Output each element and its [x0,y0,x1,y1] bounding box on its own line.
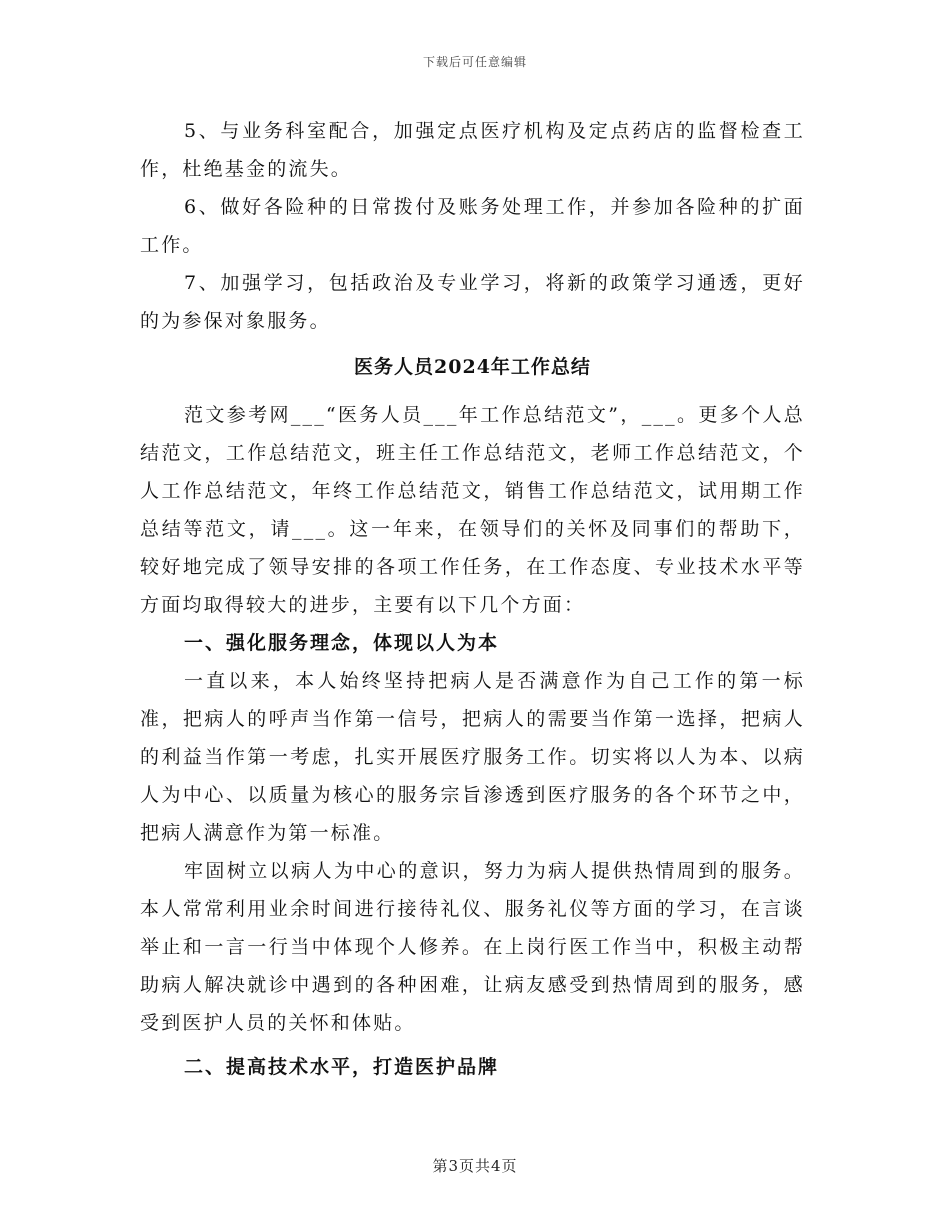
document-body [140,112,805,1086]
section-1-paragraph-2: 牢固树立以病人为中心的意识，努力为病人提供热情周到的服务。本人常常利用业余时间进行接待礼仪、服务礼仪等方面的学习，在言谈举止和一言一行当中体现个人修养。在上岗行医工作当中，积极主动帮助病人解决就诊中遇到的各种困难，让病友感受到热情周到的服务，感受到医护人员的关怀和体贴。 [140,860,805,1034]
list-item-6: 6、做好各险种的日常拨付及账务处理工作，并参加各险种的扩面工作。 [140,196,805,256]
list-item-7: 7、加强学习，包括政治及专业学习，将新的政策学习通透，更好的为参保对象服务。 [140,272,805,332]
page-header-note: 下载后可任意编辑 [422,55,527,69]
list-item-5: 5、与业务科室配合，加强定点医疗机构及定点药店的监督检查工作，杜绝基金的流失。 [140,120,805,180]
section-2-heading: 二、提高技术水平，打造医护品牌 [184,1056,500,1078]
page-number: 第3页共4页 [432,1157,518,1175]
section-1-heading: 一、强化服务理念，体现以人为本 [184,632,500,654]
section-1-paragraph-1: 一直以来，本人始终坚持把病人是否满意作为自己工作的第一标准，把病人的呼声当作第一信号，把病人的需要当作第一选择，把病人的利益当作第一考虑，扎实开展医疗服务工作。切实将以人为本、以病人为中心、以质量为核心的服务宗旨渗透到医疗服务的各个环节之中，把病人满意作为第一标准。 [140,670,805,844]
intro-paragraph: 范文参考网___“医务人员___年工作总结范文”，___。更多个人总结范文，工作总结范文，班主任工作总结范文，老师工作总结范文，个人工作总结范文，年终工作总结范文，销售工作总结范文，试用期工作总结等范文，请___。这一年来，在领导们的关怀及同事们的帮助下，较好地完成了领导安排的各项工作任务，在工作态度、专业技术水平等方面均取得较大的进步，主要有以下几个方面： [140,404,805,616]
document-title: 医务人员2024年工作总结 [354,356,591,378]
